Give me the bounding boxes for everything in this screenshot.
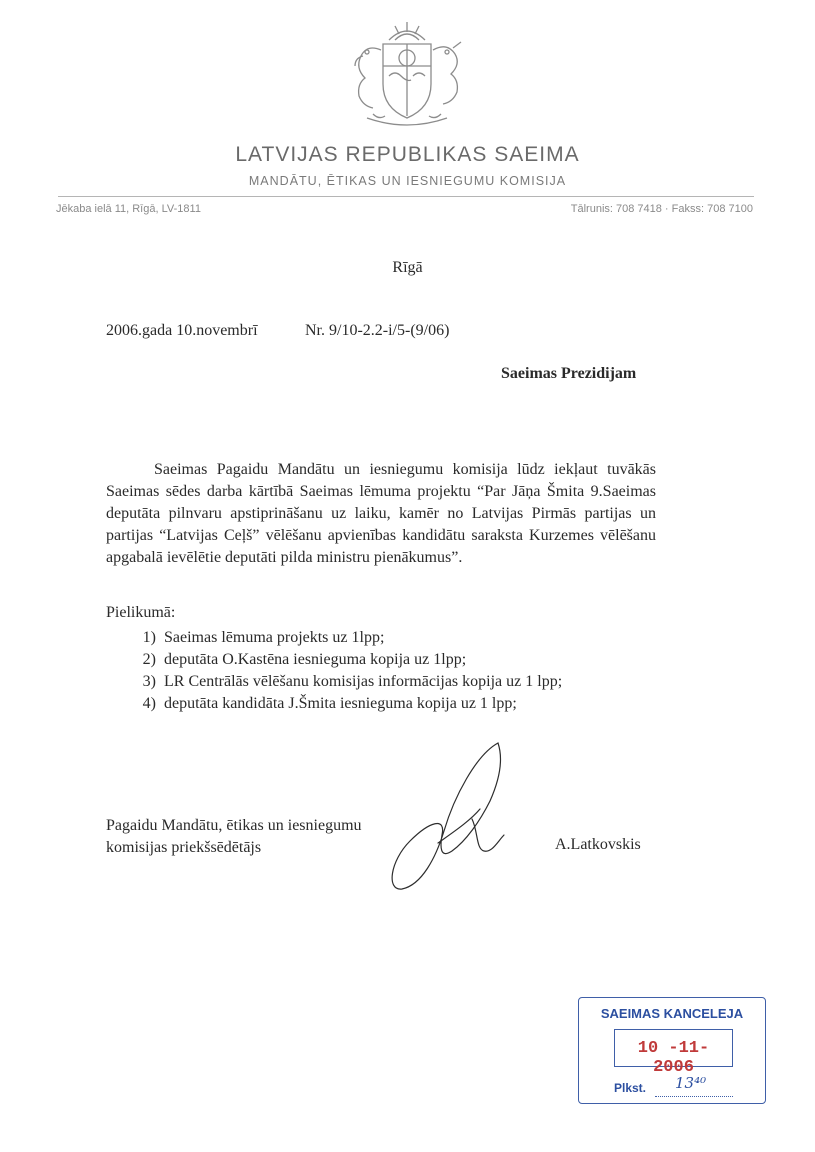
attachment-number: 3) xyxy=(142,673,156,690)
handwritten-signature xyxy=(380,735,550,895)
addressee: Saeimas Prezidijam xyxy=(501,365,637,382)
coat-of-arms-icon xyxy=(337,18,477,130)
phone-fax: Tālrunis: 708 7418 · Fakss: 708 7100 xyxy=(570,203,753,215)
list-item xyxy=(106,649,562,671)
attachment-number: 4) xyxy=(142,695,156,712)
committee-name: MANDĀTU, ĒTIKAS UN IESNIEGUMU KOMISIJA xyxy=(248,174,567,188)
attachment-text: deputāta O.Kastēna iesnieguma kopija uz 1lpp; xyxy=(164,651,467,668)
stamp-time-value: 13⁴⁰ xyxy=(675,1074,707,1092)
organization-name: LATVIJAS REPUBLIKAS SAEIMA xyxy=(235,143,580,166)
stamp-time-line xyxy=(655,1096,733,1097)
signatory-role xyxy=(106,815,362,859)
document-date: 2006.gada 10.novembrī xyxy=(106,322,258,339)
address: Jēkaba ielā 11, Rīgā, LV-1811 xyxy=(56,203,201,215)
place: Rīgā xyxy=(392,259,423,276)
attachment-number: 1) xyxy=(142,629,156,646)
document-number: Nr. 9/10-2.2-i/5-(9/06) xyxy=(305,322,450,339)
attachment-text: deputāta kandidāta J.Šmita iesnieguma kopija uz 1 lpp; xyxy=(164,695,517,712)
attachments-label: Pielikumā: xyxy=(106,604,176,621)
attachment-number: 2) xyxy=(142,651,156,668)
stamp-date: 10 -11- 2006 xyxy=(637,1039,710,1077)
attachment-text: Saeimas lēmuma projekts uz 1lpp; xyxy=(164,629,385,646)
receipt-stamp xyxy=(578,997,766,1104)
letter-body: Saeimas Pagaidu Mandātu un iesniegumu komisija lūdz iekļaut tuvākās Saeimas sēdes darba kārtībā Saeimas lēmuma projektu “Par Jāņa Šmita 9.Saeimas deputāta pilnvaru apstiprināšanu uz laiku, kamēr no Latvijas Pirmās partijas un partijas “Latvijas Ceļš” vēlēšanu apvienības kandidātu saraksta Kurzemes vēlēšanu apgabalā ievēlētie deputāti pilda ministru pienākumus”. xyxy=(106,461,656,566)
attachments-list xyxy=(106,627,562,715)
list-item xyxy=(106,671,562,693)
attachment-text: LR Centrālās vēlēšanu komisijas informācijas kopija uz 1 lpp; xyxy=(164,673,563,690)
header-divider xyxy=(58,196,754,197)
signatory-name: A.Latkovskis xyxy=(555,836,641,853)
signatory-role-line: Pagaidu Mandātu, ētikas un iesniegumu xyxy=(106,817,362,834)
stamp-date-box xyxy=(614,1029,733,1077)
stamp-time-label: Plkst. xyxy=(614,1081,647,1095)
list-item xyxy=(106,627,562,649)
list-item xyxy=(106,693,562,715)
signatory-role-line: komisijas priekšsēdētājs xyxy=(106,839,262,856)
stamp-title: SAEIMAS KANCELEJA xyxy=(600,1006,744,1021)
